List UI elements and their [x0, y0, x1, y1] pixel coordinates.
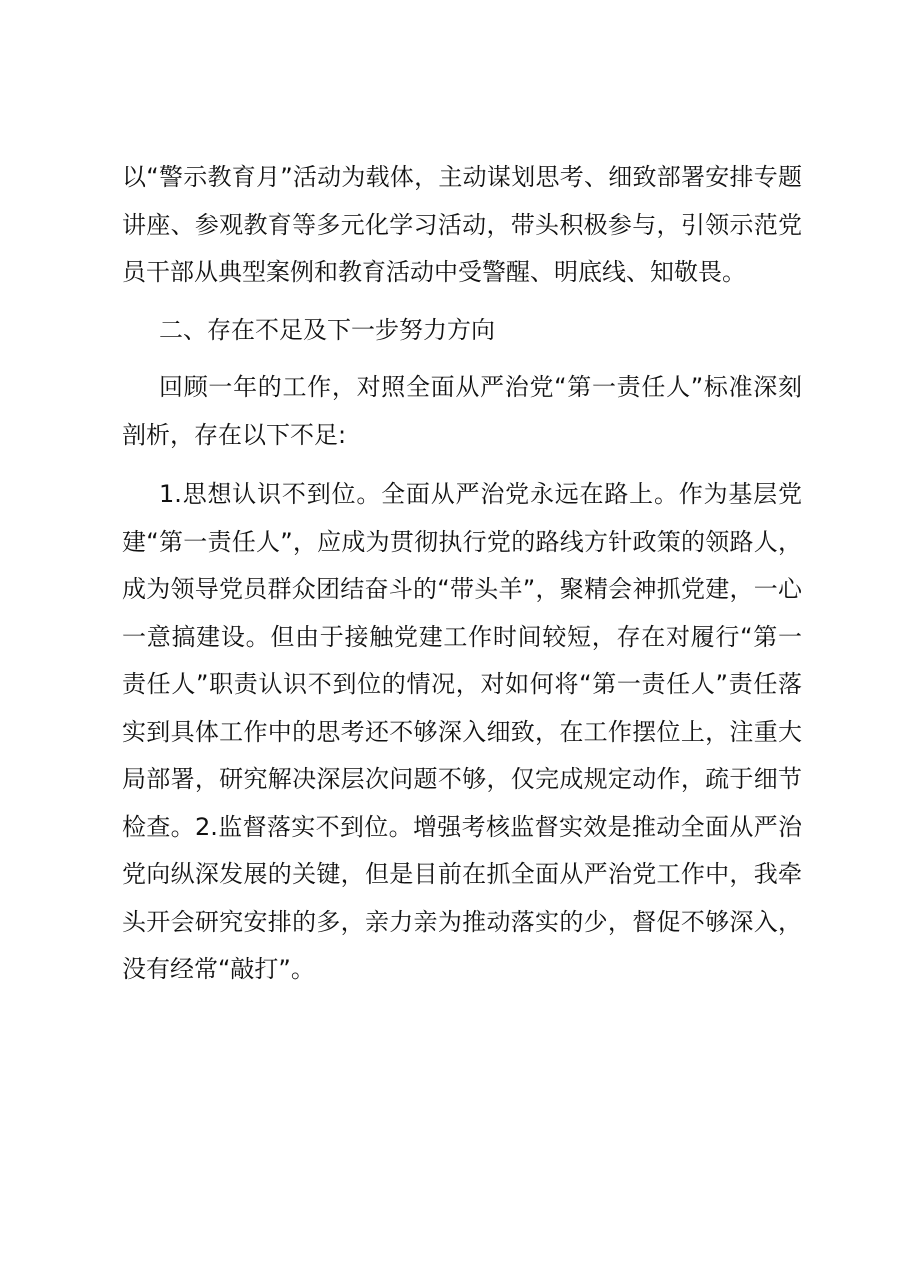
paragraph-shortcoming-details: 1.思想认识不到位。全面从严治党永远在路上。作为基层党建“第一责任人”，应成为贯彻执行党的路线方针政策的领路人，成为领导党员群众团结奋斗的“带头羊”，聚精会神抓党建，一心一意搞建设。但由于接触党建工作时间较短，存在对履行“第一责任人”职责认识不到位的情况，对如何将“第一责任人”责任落实到具体工作中的思考还不够深入细致，在工作摆位上，注重大局部署，研究解决深层次问题不够，仅完成规定动作，疏于细节检查。2.监督落实不到位。增强考核监督实效是推动全面从严治党向纵深发展的关键，但是目前在抓全面从严治党工作中，我牵头开会研究安排的多，亲力亲为推动落实的少，督促不够深入，没有经常“敲打”。 — [122, 480, 802, 983]
paragraph-review: 回顾一年的工作，对照全面从严治党“第一责任人”标准深刻剖析，存在以下不足: — [122, 373, 802, 449]
document-body — [122, 154, 802, 994]
section-heading-shortcomings: 二、存在不足及下一步努力方向 — [159, 315, 495, 344]
paragraph-warning-education: 以“警示教育月”活动为载体，主动谋划思考、细致部署安排专题讲座、参观教育等多元化学习活动，带头积极参与，引领示范党员干部从典型案例和教育活动中受警醒、明底线、知敬畏。 — [122, 163, 802, 286]
